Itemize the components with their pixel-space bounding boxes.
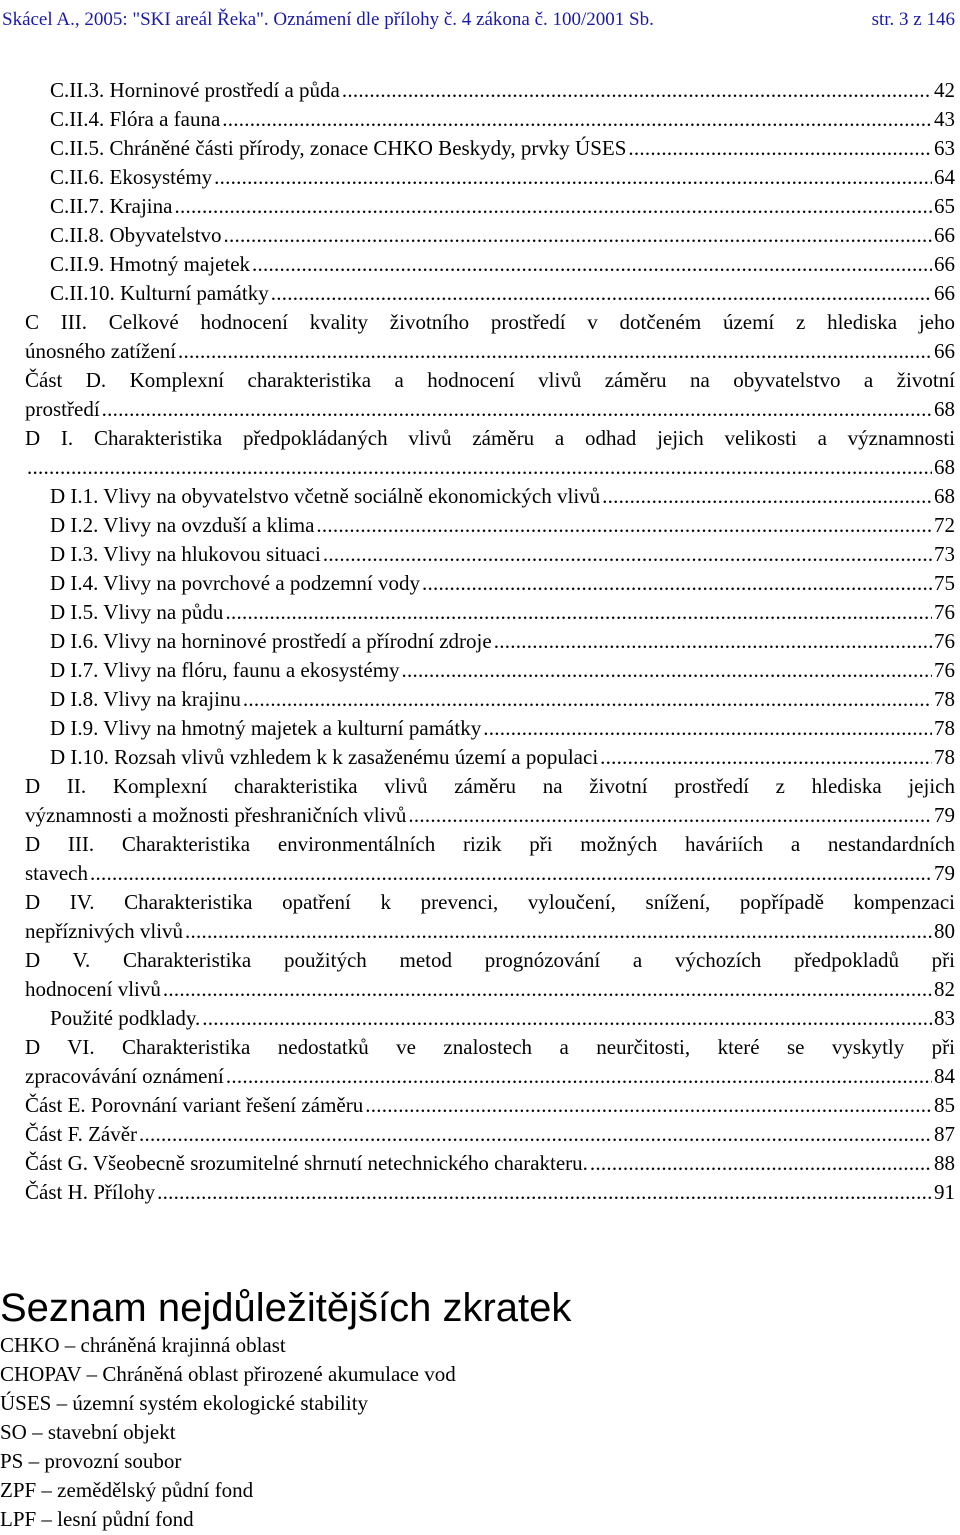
header-page-number: str. 3 z 146 (871, 9, 955, 30)
dot-leader (226, 1062, 932, 1091)
toc-entry[interactable] (25, 830, 955, 888)
dot-leader (408, 801, 932, 830)
toc-entry-title: D I.1. Vlivy na obyvatelstvo včetně sociálně ekonomických vlivů (50, 484, 601, 508)
toc-entry-title: D II. Komplexní charakteristika vlivů záměru na životní prostředí z hlediska jejich (25, 774, 955, 798)
toc-entry-title-continued: nepříznivých vlivů (25, 919, 184, 943)
toc-entry-title: C.II.10. Kulturní památky (50, 281, 269, 305)
dot-leader (157, 1178, 932, 1207)
dot-leader (590, 1149, 932, 1178)
toc-page-number: 68 (934, 397, 955, 421)
dot-leader (222, 105, 932, 134)
toc-entry-title: D I.10. Rozsah vlivů vzhledem k k zasaženému území a populaci (50, 745, 599, 769)
dot-leader (225, 598, 932, 627)
table-of-contents (25, 76, 955, 1207)
toc-page-number: 76 (934, 629, 955, 653)
toc-entry[interactable] (25, 1120, 955, 1149)
toc-page-number: 66 (934, 339, 955, 363)
dot-leader (342, 76, 932, 105)
dot-leader (243, 685, 932, 714)
dot-leader (27, 453, 932, 482)
dot-leader (600, 743, 932, 772)
dot-leader (628, 134, 932, 163)
abbreviation-item: PS – provozní soubor (0, 1449, 182, 1473)
dot-leader (139, 1120, 932, 1149)
toc-page-number: 76 (934, 658, 955, 682)
toc-page-number: 88 (934, 1151, 955, 1175)
toc-entry-title: D IV. Charakteristika opatření k prevenci, vyloučení, snížení, popřípadě kompenzaci (25, 890, 955, 914)
toc-entry-title: D III. Charakteristika environmentálních rizik při možných haváriích a nestandardních (25, 832, 955, 856)
toc-entry[interactable] (25, 569, 955, 598)
toc-page-number: 64 (934, 165, 955, 189)
toc-entry-title: D I.9. Vlivy na hmotný majetek a kulturní památky (50, 716, 482, 740)
toc-entry[interactable] (25, 598, 955, 627)
toc-entry-title-continued: prostředí (25, 397, 100, 421)
toc-page-number: 66 (934, 281, 955, 305)
toc-page-number: 73 (934, 542, 955, 566)
toc-entry-title: C III. Celkové hodnocení kvality životního prostředí v dotčeném území z hlediska jeho (25, 310, 955, 334)
toc-entry-title: C.II.5. Chráněné části přírody, zonace CHKO Beskydy, prvky ÚSES (50, 136, 627, 160)
toc-entry[interactable] (25, 163, 955, 192)
toc-page-number: 68 (934, 455, 955, 479)
dot-leader (323, 540, 932, 569)
toc-entry[interactable] (25, 192, 955, 221)
toc-page-number: 68 (934, 484, 955, 508)
toc-entry-title: D I. Charakteristika předpokládaných vlivů záměru a odhad jejich velikosti a významnosti (25, 426, 955, 450)
toc-entry[interactable] (25, 627, 955, 656)
dot-leader (365, 1091, 932, 1120)
toc-entry-title: D I.7. Vlivy na flóru, faunu a ekosystémy (50, 658, 400, 682)
toc-page-number: 79 (934, 803, 955, 827)
toc-entry-title: C.II.9. Hmotný majetek (50, 252, 251, 276)
toc-page-number: 87 (934, 1122, 955, 1146)
toc-entry-title: D I.2. Vlivy na ovzduší a klima (50, 513, 315, 537)
toc-entry[interactable] (25, 1004, 955, 1033)
toc-entry-title: Část G. Všeobecně srozumitelné shrnutí netechnického charakteru. (25, 1151, 588, 1175)
dot-leader (494, 627, 932, 656)
toc-entry-title-continued: únosného zatížení (25, 339, 177, 363)
toc-entry[interactable] (25, 888, 955, 946)
dot-leader (174, 192, 932, 221)
toc-page-number: 78 (934, 716, 955, 740)
abbreviations-heading: Seznam nejdůležitějších zkratek (0, 1286, 572, 1330)
toc-entry[interactable] (25, 946, 955, 1004)
toc-entry-title: D V. Charakteristika použitých metod prognózování a výchozích předpokladů při (25, 948, 955, 972)
dot-leader (402, 656, 932, 685)
toc-entry-title: D I.4. Vlivy na povrchové a podzemní vody (50, 571, 420, 595)
dot-leader (271, 279, 932, 308)
dot-leader (483, 714, 932, 743)
dot-leader (422, 569, 932, 598)
dot-leader (602, 482, 932, 511)
dot-leader (214, 163, 932, 192)
toc-entry-title-continued: zpracovávání oznámení (25, 1064, 224, 1088)
toc-entry-title: C.II.8. Obyvatelstvo (50, 223, 222, 247)
toc-page-number: 82 (934, 977, 955, 1001)
toc-entry-title: D I.5. Vlivy na půdu (50, 600, 224, 624)
toc-entry-title: Část H. Přílohy (25, 1180, 156, 1204)
toc-page-number: 91 (934, 1180, 955, 1204)
dot-leader (90, 859, 932, 888)
toc-page-number: 85 (934, 1093, 955, 1117)
dot-leader (185, 917, 932, 946)
toc-entry[interactable] (25, 714, 955, 743)
toc-entry-title: D I.6. Vlivy na horninové prostředí a přírodní zdroje (50, 629, 492, 653)
toc-page-number: 72 (934, 513, 955, 537)
toc-entry[interactable] (25, 743, 955, 772)
toc-entry-title: D I.3. Vlivy na hlukovou situaci (50, 542, 321, 566)
toc-page-number: 63 (934, 136, 955, 160)
toc-entry[interactable] (25, 279, 955, 308)
toc-entry[interactable] (25, 105, 955, 134)
toc-page-number: 66 (934, 223, 955, 247)
toc-page-number: 80 (934, 919, 955, 943)
abbreviation-item: LPF – lesní půdní fond (0, 1507, 194, 1531)
toc-entry[interactable] (25, 1149, 955, 1178)
toc-entry[interactable] (25, 134, 955, 163)
toc-entry-title: C.II.7. Krajina (50, 194, 173, 218)
toc-entry[interactable] (25, 1033, 955, 1091)
toc-page-number: 83 (934, 1006, 955, 1030)
toc-entry[interactable] (25, 482, 955, 511)
toc-page-number: 76 (934, 600, 955, 624)
toc-entry[interactable] (25, 221, 955, 250)
toc-entry[interactable] (25, 76, 955, 105)
toc-page-number: 66 (934, 252, 955, 276)
toc-entry-title: Část F. Závěr (25, 1122, 138, 1146)
toc-entry[interactable] (25, 1091, 955, 1120)
toc-entry[interactable] (25, 685, 955, 714)
dot-leader (223, 221, 932, 250)
toc-page-number: 78 (934, 687, 955, 711)
dot-leader (316, 511, 932, 540)
header-document-citation: Skácel A., 2005: "SKI areál Řeka". Oznámení dle přílohy č. 4 zákona č. 100/2001 Sb. (2, 9, 654, 30)
toc-page-number: 42 (934, 78, 955, 102)
toc-entry[interactable] (25, 540, 955, 569)
toc-page-number: 43 (934, 107, 955, 131)
toc-entry-title-continued: hodnocení vlivů (25, 977, 161, 1001)
toc-entry[interactable] (25, 656, 955, 685)
toc-entry-title: Část D. Komplexní charakteristika a hodnocení vlivů záměru na obyvatelstvo a životní (25, 368, 955, 392)
toc-page-number: 79 (934, 861, 955, 885)
toc-entry-title: D VI. Charakteristika nedostatků ve znalostech a neurčitosti, které se vyskytly při (25, 1035, 955, 1059)
toc-entry[interactable] (25, 250, 955, 279)
abbreviation-item: ÚSES – územní systém ekologické stability (0, 1391, 369, 1415)
toc-entry-title: C.II.6. Ekosystémy (50, 165, 213, 189)
abbreviation-item: CHOPAV – Chráněná oblast přirozené akumulace vod (0, 1362, 456, 1386)
toc-page-number: 75 (934, 571, 955, 595)
toc-entry-title: C.II.3. Horninové prostředí a půda (50, 78, 340, 102)
abbreviation-item: ZPF – zemědělský půdní fond (0, 1478, 254, 1502)
toc-entry-title-continued: stavech (25, 861, 88, 885)
dot-leader (252, 250, 932, 279)
toc-page-number: 78 (934, 745, 955, 769)
dot-leader (163, 975, 932, 1004)
toc-entry[interactable] (25, 1178, 955, 1207)
toc-entry-title: Část E. Porovnání variant řešení záměru (25, 1093, 364, 1117)
dot-leader (178, 337, 932, 366)
toc-page-number: 65 (934, 194, 955, 218)
page-header (0, 7, 955, 33)
toc-entry[interactable] (25, 366, 955, 424)
toc-entry-title: D I.8. Vlivy na krajinu (50, 687, 241, 711)
dot-leader (102, 395, 932, 424)
toc-entry-title: C.II.4. Flóra a fauna (50, 107, 221, 131)
toc-entry[interactable] (25, 772, 955, 830)
toc-entry-title: Použité podklady. (50, 1006, 201, 1030)
dot-leader (202, 1004, 932, 1033)
toc-entry[interactable] (25, 511, 955, 540)
abbreviation-item: SO – stavební objekt (0, 1420, 176, 1444)
toc-entry[interactable] (25, 308, 955, 366)
toc-entry[interactable] (25, 424, 955, 482)
abbreviation-item: CHKO – chráněná krajinná oblast (0, 1333, 286, 1357)
abbreviations-list (0, 1331, 456, 1534)
toc-page-number: 84 (934, 1064, 955, 1088)
toc-entry-title-continued: významnosti a možnosti přeshraničních vlivů (25, 803, 407, 827)
